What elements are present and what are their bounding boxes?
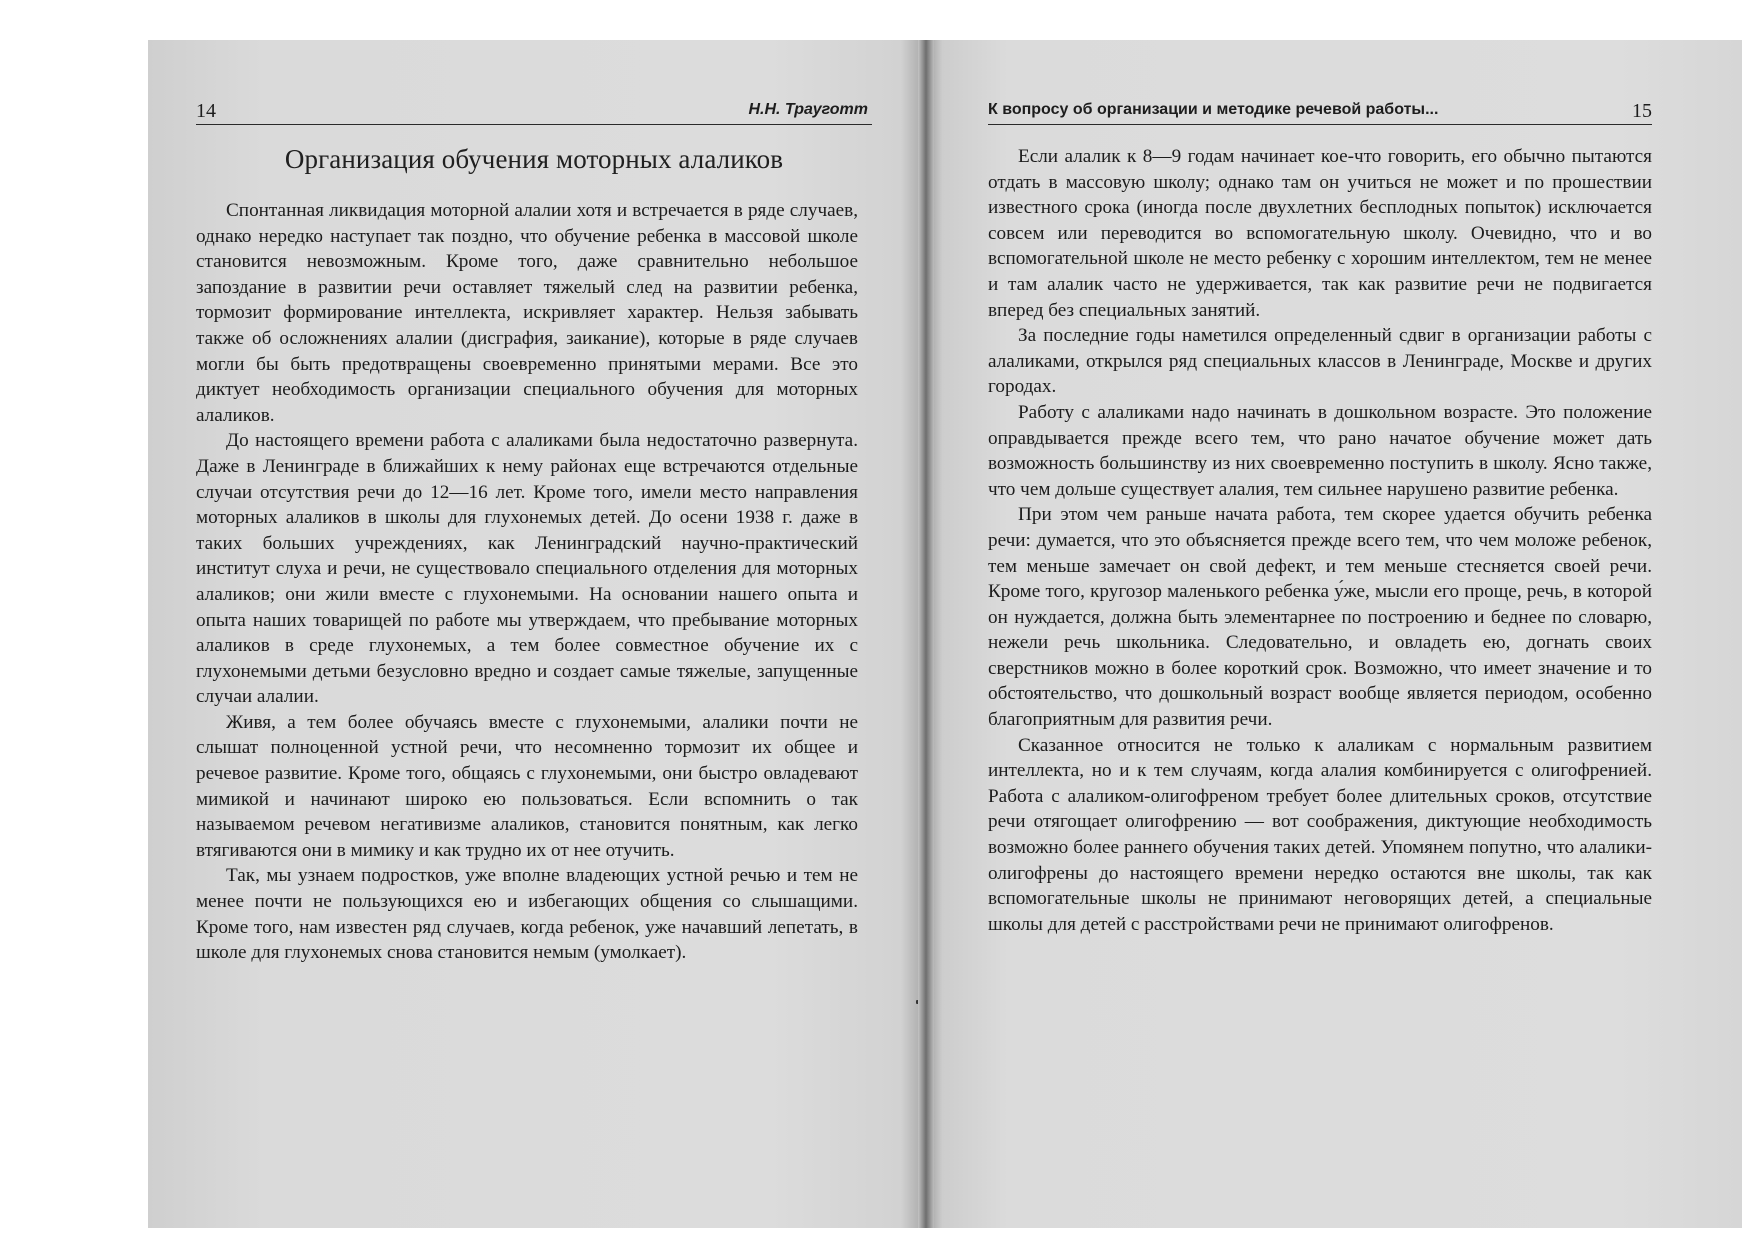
left-page <box>148 40 924 1228</box>
paragraph: Если алалик к 8—9 годам начинает кое-что говорить, его обычно пытаются отдать в массовую школу; однако там он учиться не может и по прошествии известного срока (иногда после двухлетних бесплодных попыток) исключается совсем или переводится во вспомогательную школу. Очевидно, что и во вспомогательной школе не место ребенку с хорошим интеллектом, тем не менее и там алалик часто не удерживается, так как развитие речи не подвигается вперед без специальных занятий. <box>988 146 1652 321</box>
section-title: Организация обучения моторных алаликов <box>284 144 784 174</box>
right-page <box>926 40 1742 1228</box>
paragraph: При этом чем раньше начата работа, тем скорее удается обучить ребенка речи: думается, что это объясняется прежде всего тем, что чем моложе ребенок, тем меньше замечает он свой дефект, и тем меньше стесняется своей речи. Кроме того, кругозор маленького ребенка у́же, мысли его проще, речь, в которой он нуждается, должна быть элементарнее по построению и беднее по словарю, нежели речь школьника. Следовательно, и овладеть ею, догнать своих сверстников можно в более короткий срок. Возможно, что имеет значение и то обстоятельство, что дошкольный возраст вообще является периодом, особенно благоприятным для развития речи. <box>988 504 1652 731</box>
paragraph: Работу с алаликами надо начинать в дошкольном возрасте. Это положение оправдывается прежде всего тем, что рано начатое обучение может дать возможность большинству из них своевременно поступить в школу. Ясно также, что чем дольше существует алалия, тем сильнее нарушено развитие ребенка. <box>988 401 1652 500</box>
left-running-header <box>196 100 872 125</box>
paragraph: Живя, а тем более обучаясь вместе с глухонемыми, алалики почти не слышат полноценной устной речи, что несомненно тормозит их общее и речевое развитие. Кроме того, общаясь с глухонемыми, они быстро овладевают мимикой и начинают широко ею пользоваться. Если вспомнить о так называемом речевом негативизме алаликов, становится понятным, как легко втягиваются они в мимику и как трудно их от нее отучить. <box>196 711 858 861</box>
right-page-number: 15 <box>1632 100 1652 122</box>
right-running-header <box>988 100 1652 125</box>
left-page-number: 14 <box>196 100 216 122</box>
left-running-head-author: Н.Н. Трауготт <box>748 101 868 118</box>
book-gutter-shadow <box>918 40 934 1228</box>
paragraph: До настоящего времени работа с алаликами была недостаточно развернута. Даже в Ленинграде в ближайших к нему районах еще встречаются отдельные случаи отсутствия речи до 12—16 лет. Кроме того, имели место направления моторных алаликов в школы для глухонемых детей. До осени 1938 г. даже в таких больших учреждениях, как Ленинградский научно-практический институт слуха и речи, не существовало специального отделения для моторных алаликов; они жили вместе с глухонемыми. На основании нашего опыта и опыта наших товарищей по работе мы утверждаем, что пребывание моторных алаликов в среде глухонемых, а тем более совместное обучение их с глухонемыми детьми безусловно вредно и создает самые тяжелые, запущенные случаи алалии. <box>196 430 858 708</box>
paragraph: За последние годы наметился определенный сдвиг в организации работы с алаликами, открылся ряд специальных классов в Ленинграде, Москве и других городах. <box>988 325 1652 398</box>
paragraph: Так, мы узнаем подростков, уже вполне владеющих устной речью и тем не менее почти не пользующихся ею и избегающих общения со слышащими. Кроме того, нам известен ряд случаев, когда ребенок, уже начавший лепетать, в школе для глухонемых снова становится немым (умолкает). <box>196 865 858 964</box>
book-spread-scan <box>148 40 1742 1228</box>
right-running-head-title: К вопросу об организации и методике речевой работы... <box>988 101 1439 118</box>
paragraph: Сказанное относится не только к алаликам с нормальным развитием интеллекта, но и к тем случаям, когда алалия комбинируется с олигофренией. Работа с алаликом-олигофреном требует более длительных сроков, отсутствие речи отягощает олигофрению — вот соображения, диктующие необходимость возможно более раннего обучения таких детей. Упомянем попутно, что алалики-олигофрены до настоящего времени нередко остаются вне школы, так как вспомогательные школы не принимают неговорящих детей, а специальные школы для детей с расстройствами речи не принимают олигофренов. <box>988 734 1652 935</box>
left-body-text <box>196 198 858 966</box>
paragraph: Спонтанная ликвидация моторной алалии хотя и встречается в ряде случаев, однако нередко наступает так поздно, что обучение ребенка в массовой школе становится невозможным. Кроме того, даже сравнительно небольшое запоздание в развитии речи оставляет тяжелый след на развитии ребенка, тормозит формирование интеллекта, искривляет характер. Нельзя забывать также об осложнениях алалии (дисграфия, заикание), которые в ряде случаев могли бы быть предотвращены своевременно принятыми мерами. Все это диктует необходимость организации специального обучения для моторных алаликов. <box>196 200 858 426</box>
right-body-text <box>988 144 1652 937</box>
